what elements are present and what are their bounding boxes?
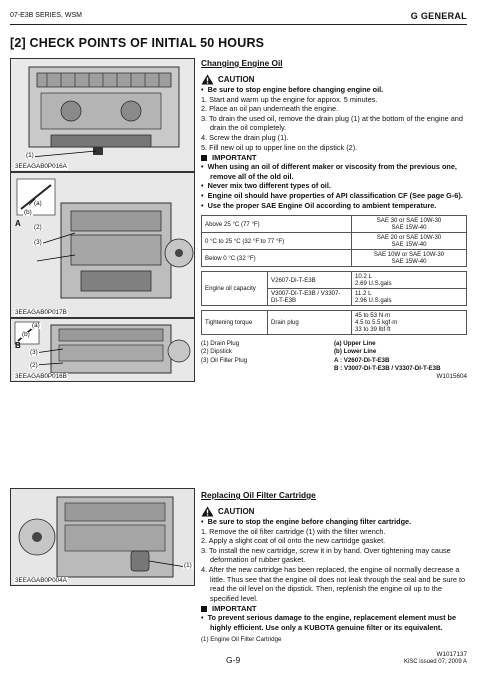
caution-bullet: • Be sure to stop the engine before changing filter cartridge. xyxy=(201,517,412,526)
section-heading: Replacing Oil Filter Cartridge xyxy=(201,490,316,500)
caution-heading: CAUTION xyxy=(201,74,467,85)
step: 3. To drain the used oil, remove the drain plug (1) at the bottom of the engine and drain the oil completely. xyxy=(201,113,463,133)
document-code: W1015604 xyxy=(436,372,467,380)
figure-label: (3) xyxy=(34,239,42,246)
section-heading: Changing Engine Oil xyxy=(201,58,283,68)
figure-legend: (1) Engine Oil Filter Cartridge xyxy=(201,635,282,643)
page-header xyxy=(10,11,467,25)
figure-variant-label: A xyxy=(15,219,21,228)
black-square-icon xyxy=(201,155,207,161)
important-item: • Engine oil should have properties of API classification CF (See page G-6). xyxy=(201,190,463,200)
caution-bullet: • Be sure to stop engine before changing engine oil. xyxy=(201,85,384,94)
engine-figure-1 xyxy=(10,58,195,172)
engine-drawing-icon xyxy=(11,489,195,586)
table-row: Below 0 °C (32 °F) SAE 10W or SAE 10W-30 SAE 15W-40 xyxy=(202,250,467,267)
step: 3. To install the new cartridge, screw it in by hand. Over tightening may cause deformation of rubber gasket. xyxy=(201,545,451,565)
important-item: • When using an oil of different maker or viscosity from the previous one, remove all of the old oil. xyxy=(201,162,457,181)
table-row: Above 25 °C (77 °F) SAE 30 or SAE 10W-30 SAE 15W-40 xyxy=(202,216,467,233)
issue-note: KiSC issued 07, 2009 A xyxy=(403,659,467,665)
page-number: G-9 xyxy=(226,655,241,665)
figure-label: (3) xyxy=(30,349,38,356)
figure-code: 3EEAGAB0P016A xyxy=(15,163,67,170)
step: 1. Remove the oil filter cartridge (1) with the filter wrench. xyxy=(201,526,386,536)
capacity-table xyxy=(201,271,467,306)
engine-oil-section xyxy=(201,58,467,380)
figure-variant-label: B xyxy=(15,341,21,350)
figure-legend: (1) Drain Plug (2) Dipstick (3) Oil Filler Plug (a) Upper Line (b) Lower Line A : V2607-DI-T-E3B B : V3007-DI-T-E3B / V3307-DI-T-E3B xyxy=(201,340,441,372)
table-row: 0 °C to 25 °C (32 °F to 77 °F) SAE 20 or SAE 10W-30 SAE 15W-40 xyxy=(202,233,467,250)
figure-label: (a) xyxy=(34,200,42,207)
figure-label: (b) xyxy=(24,209,32,216)
step: 1. Start and warm up the engine for approx. 5 minutes. xyxy=(201,94,378,104)
table-row: Engine oil capacity V2607-DI-T-E3B 10.2 L 2.69 U.S.gals xyxy=(202,272,467,289)
document-code: W1017137 xyxy=(436,650,467,658)
engine-drawing-icon xyxy=(11,59,195,172)
figure-label: (a) xyxy=(32,322,40,329)
section-title: G GENERAL xyxy=(410,11,467,21)
table-row: Tightening torque Drain plug 45 to 53 N·m 4.5 to 5.5 kgf·m 33 to 39 lbf·ft xyxy=(202,311,467,335)
figure-label: (2) xyxy=(34,224,42,231)
warning-triangle-icon xyxy=(201,506,214,517)
figure-code: 3EEAGAB0P016B xyxy=(15,373,67,380)
torque-table xyxy=(201,310,467,335)
figure-code: 3EEAGAB0P004A xyxy=(15,577,67,584)
figure-label: (1) xyxy=(26,152,34,159)
engine-figure-a xyxy=(10,172,195,318)
important-item: • Use the proper SAE Engine Oil according to ambient temperature. xyxy=(201,200,437,210)
step: 2. Place an oil pan underneath the engine. xyxy=(201,104,339,114)
step: 5. Fill new oil up to upper line on the dipstick (2). xyxy=(201,142,358,152)
step: 4. After the new cartridge has been replaced, the engine oil normally decrease a little. Thus see that the engine oil does not leak through the seal and be sure to read the oil level on the dipstick. Then, replenish the engine oil up to the specified level. xyxy=(201,564,466,603)
oil-filter-section xyxy=(201,490,467,658)
page-title: [2] CHECK POINTS OF INITIAL 50 HOURS xyxy=(10,36,265,50)
engine-figure-filter xyxy=(10,488,195,586)
warning-triangle-icon xyxy=(201,74,214,85)
caution-heading: CAUTION xyxy=(201,506,467,517)
important-heading: IMPORTANT xyxy=(201,153,467,162)
step: 4. Screw the drain plug (1). xyxy=(201,132,289,142)
figure-label: (2) xyxy=(30,362,38,369)
table-row: V3007-DI-T-E3B / V3307-DI-T-E3B 11.2 L 2.96 U.S.gals xyxy=(202,289,467,306)
important-item: • Never mix two different types of oil. xyxy=(201,181,331,191)
engine-figure-b xyxy=(10,318,195,382)
important-item: • To prevent serious damage to the engine, replacement element must be highly efficient. Use only a KUBOTA genuine filter or its equivalent. xyxy=(201,613,457,632)
figure-label: (b) xyxy=(22,331,30,338)
figure-code: 3EEAGAB0P017B xyxy=(15,309,67,316)
sae-oil-table xyxy=(201,215,467,267)
black-square-icon xyxy=(201,606,207,612)
step: 2. Apply a slight coat of oil onto the new cartridge gasket. xyxy=(201,536,386,546)
figure-label: (1) xyxy=(184,562,192,569)
series-title: 07-E3B SERIES, WSM xyxy=(10,12,82,19)
important-heading: IMPORTANT xyxy=(201,604,467,613)
